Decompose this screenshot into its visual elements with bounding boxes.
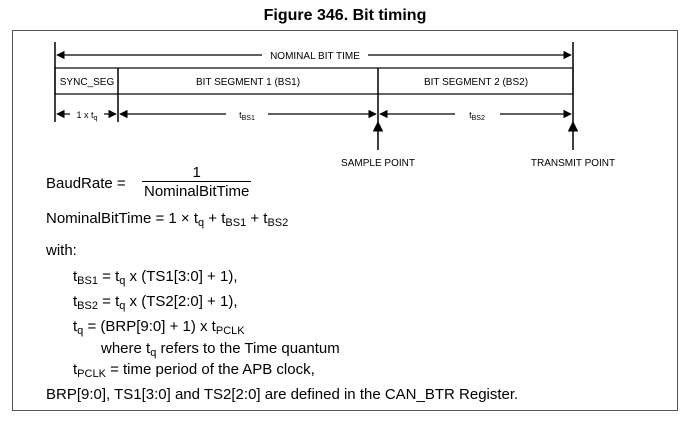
tbs1-label: $t_{BS1}$ [239,110,255,122]
footer-note: BRP[9:0], TS1[3:0] and TS2[2:0] are defined in the CAN_BTR Register. [46,386,519,403]
figure-title: Figure 346. Bit timing [263,7,427,24]
where-tq-note: where $t_q$ refers to the Time quantum [101,340,340,359]
sample-point-label: SAMPLE POINT [341,158,415,169]
formula-tbs1: $t_{BS1} = t_q$ x (TS1[3:0] + 1), [73,268,238,287]
segment-sync-seg: SYNC_SEG [59,77,115,88]
baudrate-fraction [142,164,251,200]
formula-tbs2: $t_{BS2} = t_q$ x (TS2[2:0] + 1), [73,293,238,312]
formula-nominal-bit-time: NominalBitTime = $1 \times t_q + t_{BS1} + t_{BS2}$ [46,210,289,229]
with-label: with: [46,242,77,259]
baudrate-numerator: 1 [192,164,201,181]
transmit-point-label: TRANSMIT POINT [530,158,616,169]
tbs2-label: $t_{BS2}$ [469,110,485,122]
segment-bs2: BIT SEGMENT 2 (BS2) [423,77,529,88]
formula-tq: $t_q$ = (BRP[9:0] + 1) x $t_{PCLK}$ [73,318,245,337]
baudrate-denominator: NominalBitTime [144,183,250,200]
baudrate-lhs: BaudRate = [46,175,126,192]
nbt-label: NOMINAL BIT TIME [270,51,360,62]
formula-tpclk: $t_{PCLK}$ = time period of the APB clock, [73,361,315,380]
segment-bs1: BIT SEGMENT 1 (BS1) [195,77,301,88]
tq-label: 1 x $t_q$ [76,110,98,122]
